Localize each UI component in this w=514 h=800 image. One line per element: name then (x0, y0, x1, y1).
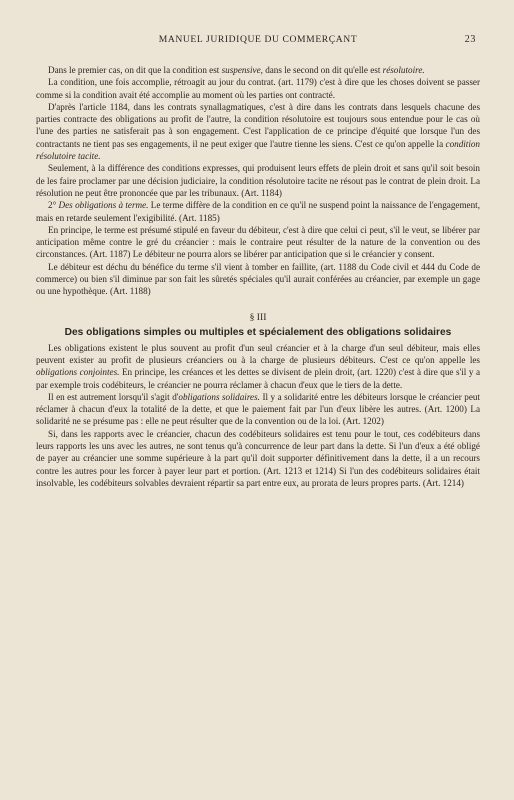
text-run: dans le second on dit qu'elle est (262, 65, 383, 75)
italic-run: condition résolutoire tacite. (36, 138, 480, 162)
paragraph (36, 76, 480, 101)
paragraph (36, 342, 480, 391)
body-text (36, 64, 480, 489)
paragraph (36, 162, 480, 199)
text-run: Si, dans les rapports avec le créancier, chacun des codébiteurs solidaires est tenu pour le tout, ces codébiteurs dans leurs rapports les uns avec les autres, ne sont tenus qu'à concurrence de leur part dans la dette. Si l'un d'eux a été obligé de payer au créancier une somme supérieure à la part qu'il doit supporter définitivement dans la dette, il a un recours contre les autres pour les forcer à payer leur part et portion. (Art. 1213 et 1214) Si l'un des codébiteurs solidaires était insolvable, les codébiteurs solvables devraient répartir sa part entre eux, au prorata de leurs propres parts. (Art. 1214) (36, 428, 480, 488)
italic-run: résolutoire. (382, 65, 425, 75)
paragraph (36, 64, 480, 76)
text-run: Le terme diffère de la condition en ce qu'il ne suspend point la naissance de l'engagement, mais en retarde seulement l'exigibilité. (Art. 1185) (36, 200, 480, 223)
paragraph (36, 101, 480, 162)
text-run: Le débiteur est déchu du bénéfice du terme s'il vient à tomber en faillite, (art. 1188 du Code civil et 444 du Code de commerce) ou bien s'il diminue par son fait les sûretés spéciales qu'il aurait conférées au créancier, par exemple un gage ou une hypothèque. (Art. 1188) (36, 261, 480, 297)
text-run: 2° (48, 200, 59, 211)
section-number: § III (249, 311, 267, 323)
italic-run: obligations solidaires. (178, 391, 260, 402)
text-run: Seulement, à la différence des conditions expresses, qui produisent leurs effets de plein droit et sans qu'il soit besoin de les faire proclamer par une décision judiciaire, la condition résolutoire tacite ne résout pas le contrat de plein droit. La résolution ne peut être prononcée que par les tribunaux. (Art. 1184) (36, 163, 480, 198)
text-run: En principe, le terme est présumé stipulé en faveur du débiteur, c'est à dire que celui ci peut, s'il le veut, se libérer par anticipation même contre le gré du créancier : mais le contraire peut résulter de la nature de la convention ou des circonstances. (Art. 1187) Le débiteur ne pourra alors se libérer par anticipation que si le créancier y consent. (36, 224, 480, 260)
text-run: Il y a solidarité entre les débiteurs lorsque le créancier peut réclamer à chacun d'eux la totalité de la dette, et que le paiement fait par l'un d'eux libère les autres. (Art. 1200) La solidarité ne se présume pas : elle ne peut résulter que de la convention ou de la loi. (Art. 1202) (36, 391, 480, 427)
text-run: Les obligations existent le plus souvent au profit d'un seul créancier et à la charge d'un seul débiteur, mais elles peuvent exister au profit de plusieurs créanciers ou à la charge de plusieurs débiteurs. C'est ce qu'on appelle les (36, 342, 480, 365)
paragraph (36, 224, 480, 261)
running-header (36, 34, 480, 48)
page-number: 23 (464, 34, 476, 45)
paragraph (36, 199, 480, 224)
italic-run: obligations conjointes. (36, 367, 120, 378)
text-run: Il en est autrement lorsqu'il s'agit d' (48, 391, 179, 402)
text-run: En principe, les créances et les dettes se divisent de plein droit, (art. 1220) c'est à dire que s'il y a par exemple trois codébiteurs, le créancier ne pourra réclamer à chacun d'eux que le tiers de la dette. (36, 367, 480, 390)
paragraph (36, 391, 480, 428)
section-title: Des obligations simples ou multiples et spécialement des obligations solidaires (64, 326, 452, 338)
paragraph (36, 261, 480, 298)
italic-run: Des obligations à terme. (58, 200, 149, 211)
paragraph (36, 428, 480, 489)
text-run: Dans le premier cas, on dit que la condition est (48, 65, 222, 75)
header-title: MANUEL JURIDIQUE DU COMMERÇANT (158, 34, 358, 45)
italic-run: suspensive, (221, 65, 263, 75)
text-run: D'après l'article 1184, dans les contrats synallagmatiques, c'est à dire dans les contrats dans lesquels chacune des parties contracte des obligations au profit de l'autre, la condition résolutoire est toujours sous entendue pour le cas où l'une des parties ne satisferait pas à son engagement. C'est l'application de ce principe d'équité que lorsque l'un des contractants ne tient pas ses engagements, il ne peut exiger que l'autre tienne les siens. C'est ce qu'on appelle la (36, 101, 480, 149)
text-run: La condition, une fois accomplie, rétroagit au jour du contrat. (art. 1179) c'est à dire que les choses doivent se passer comme si la condition avait été accomplie au moment où les parties ont contracté. (36, 77, 480, 100)
